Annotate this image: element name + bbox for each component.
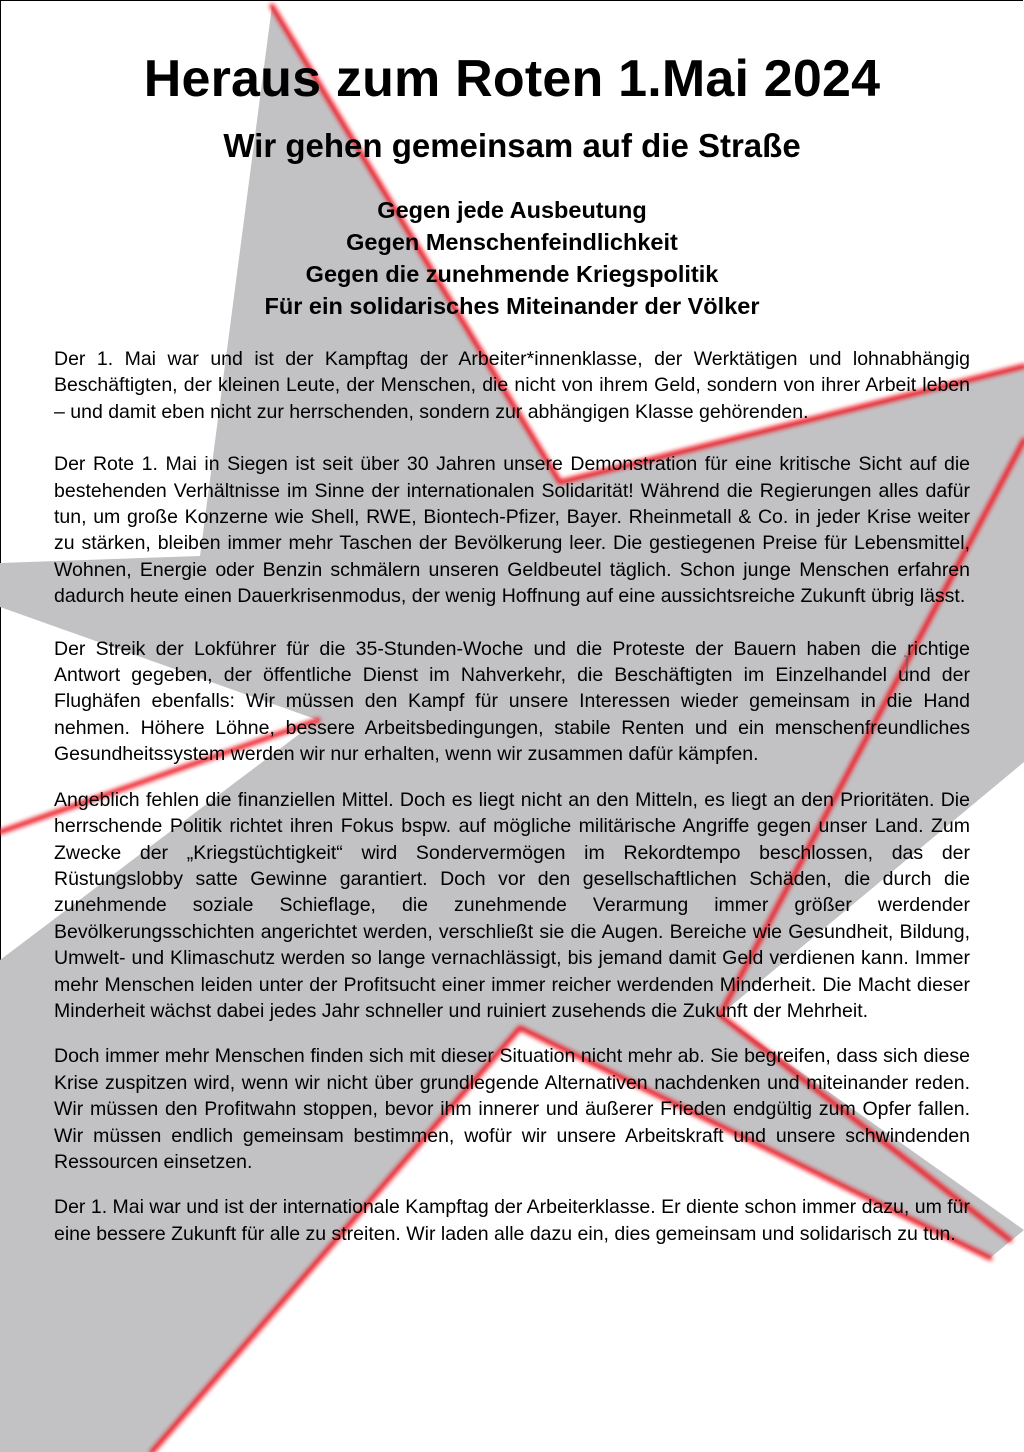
flyer-title: Heraus zum Roten 1.Mai 2024 bbox=[143, 50, 881, 108]
slogan-list bbox=[0, 194, 1024, 322]
text-cursor-icon bbox=[902, 654, 912, 674]
body-text bbox=[54, 346, 970, 1247]
paragraph-priorities: Angeblich fehlen die finanziellen Mittel. Doch es liegt nicht an den Mitteln, es liegt an den Prioritäten. Die herrschende Politik richtet ihren Fokus bspw. auf mögliche militärische Angriffe gegen unser Land. Zum Zwecke der „Kriegstüchtigkeit“ wird Sondervermögen im Rekordtempo beschlossen, das der Rüstungslobby satte Gewinne garantiert. Doch vor den gesellschaftlichen Schäden, die durch die zunehmende soziale Schieflage, die zunehmende Verarmung immer größer werdender Bevölkerungsschichten angerichtet werden, verschließt sie die Augen. Bereiche wie Gesundheit, Bildung, Umwelt- und Klimaschutz werden so lange vernachlässigt, bis jemand damit Geld verdienen kann. Immer mehr Menschen leiden unter der Profitsucht einer immer reicher werdenden Minderheit. Die Macht dieser Minderheit wächst dabei jedes Jahr schneller und ruiniert zusehends die Zukunft der Mehrheit. bbox=[54, 788, 970, 1022]
paragraph-alternatives: Doch immer mehr Menschen finden sich mit dieser Situation nicht mehr ab. Sie begreifen, dass sich diese Krise zuspitzen wird, wenn wir nicht über grundlegende Alternativen nachdenken und miteinander reden. Wir müssen den Profitwahn stoppen, bevor ihm innerer und äußerer Frieden endgültig zum Opfer fallen. Wir müssen endlich gemeinsam bestimmen, wofür wir unsere Arbeitskraft und unsere schwindenden Ressourcen einsetzen. bbox=[54, 1045, 970, 1173]
paragraph-siegen: Der Rote 1. Mai in Siegen ist seit über 30 Jahren unsere Demonstration für eine kritische Sicht auf die bestehenden Verhältnisse im Sinne der internationalen Solidarität! Während die Regierungen alles dafür tun, um große Konzerne wie Shell, RWE, Biontech-Pfizer, Bayer. Rheinmetall & Co. in jeder Krise weiter zu stärken, bleiben immer mehr Taschen der Bevölkerung leer. Die gestiegenen Preise für Lebensmittel, Wohnen, Energie oder Benzin schmälern unseren Geldbeutel täglich. Schon junge Menschen erfahren dadurch heute einen Dauerkrisenmodus, der wenig Hoffnung auf eine aussichtsreiche Zukunft übrig lässt. bbox=[54, 453, 970, 608]
paragraph-closing: Der 1. Mai war und ist der internationale Kampftag der Arbeiterklasse. Er diente schon immer dazu, um für eine bessere Zukunft für alle zu streiten. Wir laden alle dazu ein, dies gemeinsam und solidarisch zu tun. bbox=[54, 1196, 970, 1245]
slogan-item: Gegen Menschenfeindlichkeit bbox=[346, 229, 678, 255]
slogan-item: Gegen die zunehmende Kriegspolitik bbox=[305, 261, 719, 287]
slogan-item: Gegen jede Ausbeutung bbox=[377, 197, 647, 223]
flyer-subtitle: Wir gehen gemeinsam auf die Straße bbox=[223, 127, 801, 164]
paragraph-strikes: Der Streik der Lokführer für die 35-Stunden-Woche und die Proteste der Bauern haben die richtige Antwort gegeben, der öffentliche Dienst im Nahverkehr, die Beschäftigten im Einzelhandel und der Flughäfen ebenfalls: Wir müssen den Kampf für unsere Interessen wieder gemeinsam in die Hand nehmen. Höhere Löhne, bessere Arbeitsbedingungen, stabile Renten und ein menschenfreundliches Gesundheitssystem werden wir nur erhalten, wenn wir zusammen dafür kämpfen. bbox=[54, 637, 970, 766]
slogan-item: Für ein solidarisches Miteinander der Völker bbox=[264, 293, 760, 319]
paragraph-intro: Der 1. Mai war und ist der Kampftag der Arbeiter*innenklasse, der Werktätigen und lohnabhängig Beschäftigten, der kleinen Leute, der Menschen, die nicht von ihrem Geld, sondern von ihrer Arbeit leben – und damit eben nicht zur herrschenden, sondern zur abhängigen Klasse gehörenden. bbox=[54, 348, 970, 423]
